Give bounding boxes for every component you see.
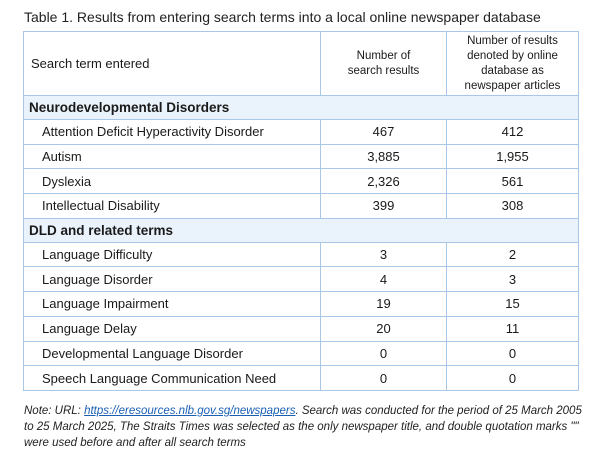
term-cell: Developmental Language Disorder xyxy=(24,341,321,366)
section-row xyxy=(24,96,579,120)
table-row xyxy=(24,292,579,317)
header-search-results-text: Number of search results xyxy=(347,49,420,77)
results-cell: 3,885 xyxy=(321,144,447,169)
term-cell: Attention Deficit Hyperactivity Disorder xyxy=(24,120,321,145)
table-row xyxy=(24,120,579,145)
articles-cell: 11 xyxy=(447,316,579,341)
results-cell: 20 xyxy=(321,316,447,341)
articles-cell: 412 xyxy=(447,120,579,145)
table-row xyxy=(24,144,579,169)
header-search-term: Search term entered xyxy=(24,32,321,96)
table-row xyxy=(24,366,579,391)
results-table xyxy=(23,31,579,391)
results-cell: 2,326 xyxy=(321,169,447,194)
articles-cell: 1,955 xyxy=(447,144,579,169)
header-search-results xyxy=(321,32,447,96)
articles-cell: 308 xyxy=(447,194,579,219)
results-cell: 3 xyxy=(321,242,447,267)
term-cell: Language Impairment xyxy=(24,292,321,317)
table-row xyxy=(24,242,579,267)
term-cell: Intellectual Disability xyxy=(24,194,321,219)
term-cell: Dyslexia xyxy=(24,169,321,194)
results-cell: 4 xyxy=(321,267,447,292)
articles-cell: 2 xyxy=(447,242,579,267)
results-cell: 19 xyxy=(321,292,447,317)
table-row xyxy=(24,194,579,219)
term-cell: Language Difficulty xyxy=(24,242,321,267)
results-cell: 399 xyxy=(321,194,447,219)
header-newspaper-articles xyxy=(447,32,579,96)
results-cell: 0 xyxy=(321,341,447,366)
section-title: DLD and related terms xyxy=(24,218,579,242)
term-cell: Language Disorder xyxy=(24,267,321,292)
term-cell: Speech Language Communication Need xyxy=(24,366,321,391)
note-prefix: Note: URL: xyxy=(24,405,85,417)
table-note xyxy=(24,403,584,451)
header-newspaper-articles-text: Number of results denoted by online database as newspaper articles xyxy=(464,34,561,92)
table-row xyxy=(24,267,579,292)
articles-cell: 15 xyxy=(447,292,579,317)
articles-cell: 3 xyxy=(447,267,579,292)
table-row xyxy=(24,341,579,366)
articles-cell: 0 xyxy=(447,341,579,366)
articles-cell: 0 xyxy=(447,366,579,391)
note-link[interactable]: https://eresources.nlb.gov.sg/newspapers xyxy=(84,405,296,417)
table-caption: Table 1. Results from entering search terms into a local online newspaper database xyxy=(24,9,541,25)
table-row xyxy=(24,316,579,341)
table-body xyxy=(24,96,579,391)
table-row xyxy=(24,169,579,194)
results-cell: 0 xyxy=(321,366,447,391)
term-cell: Autism xyxy=(24,144,321,169)
section-row xyxy=(24,218,579,242)
section-title: Neurodevelopmental Disorders xyxy=(24,96,579,120)
articles-cell: 561 xyxy=(447,169,579,194)
results-cell: 467 xyxy=(321,120,447,145)
note-suffix: . Search was conducted for the period of 25 March 2005 to 25 March 2025, The Straits Times was selected as the only newspaper title, and double quotation marks "" were used before and after all search terms xyxy=(24,405,582,449)
term-cell: Language Delay xyxy=(24,316,321,341)
